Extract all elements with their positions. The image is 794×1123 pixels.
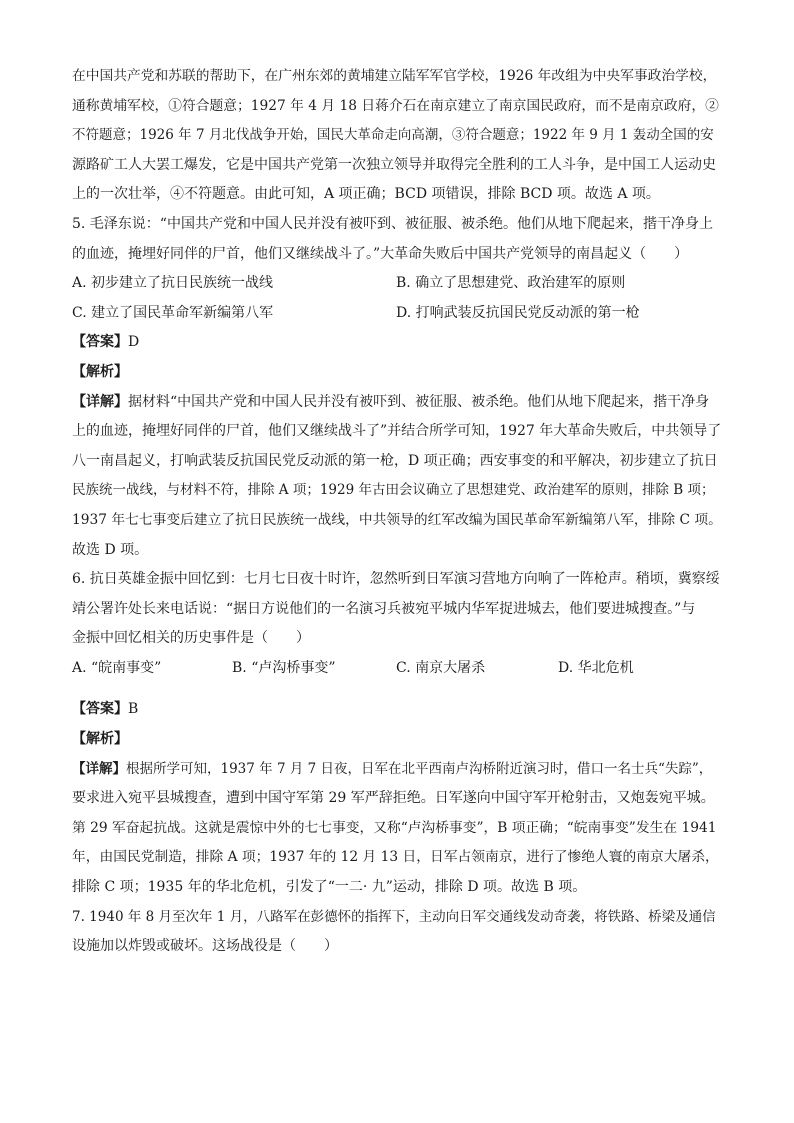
option-a: A. 初步建立了抗日民族统一战线 [72, 275, 274, 292]
text-line: 不符题意；1926 年 7 月北伐战争开始，国民大革命走向高潮，③符合题意；1922 年 9 月 1 轰动全国的安 [72, 127, 714, 144]
analysis-tag: 【解析】 [72, 731, 128, 748]
detail-text: 1937 年七七事变后建立了抗日民族统一战线，中共领导的红军改编为国民革命军新编第八军，排除 C 项。 [72, 511, 722, 528]
detail-text: 年，由国民党制造，排除 A 项；1937 年的 12 月 13 日，日军占领南京，进行了惨绝人寰的南京大屠杀， [72, 849, 719, 866]
question-stem: 6. 抗日英雄金振中回忆到：七月七日夜十时许，忽然听到日军演习营地方向响了一阵枪声。稍顷，冀察绥 [72, 571, 720, 588]
option-c: C. 建立了国民革命军新编第八军 [72, 304, 274, 321]
answer-line [72, 328, 722, 358]
detail-text: 八一南昌起义，打响武装反抗国民党反动派的第一枪，D 项正确；西安事变的和平解决，初步建立了抗日 [72, 452, 718, 469]
question-stem: 靖公署许处长来电话说：“据日方说他们的一名演习兵被宛平城内华军捉进城去，他们要进城搜查。”与 [72, 600, 696, 617]
detail-tag: 【详解】 [72, 393, 128, 410]
question-stem: 设施加以炸毁或破坏。这场战役是（ ） [72, 938, 338, 955]
question-7 [72, 903, 722, 962]
answer-line [72, 695, 722, 725]
document-page [72, 62, 722, 962]
answer-value: B [128, 701, 139, 718]
options-row [72, 654, 722, 684]
detail-tag: 【详解】 [72, 760, 126, 777]
option-b: B. 确立了思想建党、政治建军的原则 [396, 275, 626, 292]
detail-text: 排除 C 项；1935 年的华北危机，引发了“一二· 九”运动，排除 D 项。故选 B 项。 [72, 879, 587, 896]
options-row [72, 269, 722, 299]
detail-text: 第 29 军奋起抗战。这就是震惊中外的七七事变，又称“卢沟桥事变”，B 项正确；“皖南事变”发生在 1941 [72, 819, 717, 836]
text-line: 源路矿工人大罢工爆发，它是中国共产党第一次独立领导并取得完全胜利的工人斗争，是中国工人运动史 [72, 156, 716, 173]
analysis-tag: 【解析】 [72, 363, 128, 380]
detail-text: 上的血迹，掩埋好同伴的尸首，他们又继续战斗了”并结合所学可知，1927 年大革命失败后，中共领导了 [72, 423, 722, 440]
detail-text: 根据所学可知，1937 年 7 月 7 日夜，日军在北平西南卢沟桥附近演习时，借口一名士兵“失踪”， [126, 760, 713, 777]
question-5 [72, 210, 722, 565]
detail-line [72, 388, 722, 418]
option-d: D. 华北危机 [558, 659, 634, 676]
text-line: 通称黄埔军校，①符合题意；1927 年 4 月 18 日蒋介石在南京建立了南京国民政府，而不是南京政府，② [72, 97, 719, 114]
option-b: B. “卢沟桥事变” [232, 659, 336, 676]
option-a: A. “皖南事变” [72, 659, 162, 676]
analysis-line [72, 725, 722, 755]
analysis-line [72, 358, 722, 388]
question-6 [72, 565, 722, 903]
detail-text: 故选 D 项。 [72, 541, 149, 558]
detail-text: 要求进入宛平县城搜查，遭到中国守军第 29 军严辞拒绝。日军遂向中国守军开枪射击，又炮轰宛平城。 [72, 790, 715, 807]
answer-tag: 【答案】 [72, 334, 128, 351]
detail-line [72, 755, 722, 785]
text-line: 上的一次壮举，④不符题意。由此可知，A 项正确；BCD 项错误，排除 BCD 项。故选 A 项。 [72, 186, 660, 203]
question-stem: 7. 1940 年 8 月至次年 1 月，八路军在彭德怀的指挥下，主动向日军交通线发动奇袭，将铁路、桥梁及通信 [72, 908, 716, 925]
answer-value: D [128, 334, 140, 351]
detail-text: 据材料“中国共产党和中国人民并没有被吓到、被征服、被杀绝。他们从地下爬起来，揩干净身 [128, 393, 710, 410]
option-d: D. 打响武装反抗国民党反动派的第一枪 [396, 304, 640, 321]
detail-text: 民族统一战线，与材料不符，排除 A 项；1929 年古田会议确立了思想建党、政治建军的原则，排除 B 项； [72, 482, 715, 499]
question-stem: 的血迹，掩埋好同伴的尸首，他们又继续战斗了。”大革命失败后中国共产党领导的南昌起义（ ） [72, 245, 689, 262]
question-stem: 5. 毛泽东说：“中国共产党和中国人民并没有被吓到、被征服、被杀绝。他们从地下爬起来，揩干净身上 [72, 215, 713, 232]
question-stem: 金振中回忆相关的历史事件是（ ） [72, 630, 310, 647]
text-line: 在中国共产党和苏联的帮助下，在广州东郊的黄埔建立陆军军官学校，1926 年改组为中央军事政治学校， [72, 68, 717, 84]
q4-explanation-continued [72, 62, 722, 210]
option-c: C. 南京大屠杀 [396, 659, 486, 676]
answer-tag: 【答案】 [72, 701, 128, 718]
options-row [72, 299, 722, 329]
